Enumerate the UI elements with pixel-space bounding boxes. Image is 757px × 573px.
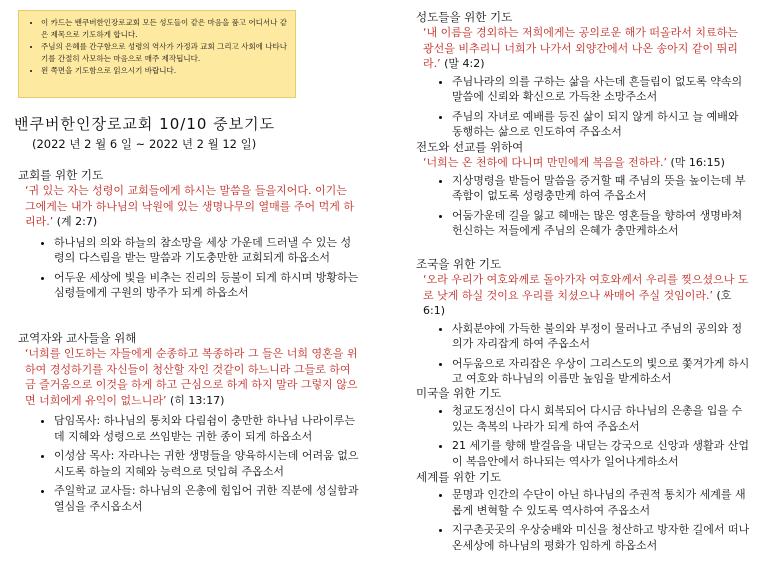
- list-item: • 사회분야에 가득한 불의와 부정이 물러나고 주님의 공의와 정의가 자리잡게 하여 주옵소서: [452, 321, 750, 352]
- list-item: • 주일학교 교사들: 하나님의 은총에 힘입어 귀한 직분에 성실함과 열심을 주시옵소서: [54, 483, 360, 514]
- prayer-list: [416, 321, 750, 387]
- scripture-verse: ‘오라 우리가 여호와께로 돌아가자 여호와께서 우리를 찢으셨으나 도로 낫게 하실 것이요 우리를 치셨으나 싸매어 주실 것임이라.’ (호 6:1): [423, 273, 749, 317]
- prayer-list: [416, 403, 750, 469]
- section-world: [416, 470, 750, 557]
- list-item: • 주님의 자녀로 예배를 등진 삶이 되지 않게 하시고 늘 예배와 동행하는 삶으로 인도하여 주옵소서: [452, 109, 750, 140]
- prayer-list: [18, 413, 360, 514]
- section-saints: [416, 10, 750, 144]
- prayer-list: [416, 74, 750, 140]
- list-item: • 하나님의 의와 하늘의 참소망을 세상 가운데 드러낼 수 있는 성령의 다스림을 받는 말씀과 기도충만한 교회되게 하옵소서: [54, 235, 360, 266]
- section-mission: [416, 140, 750, 243]
- notice-item: • 왼 쪽면을 기도함으로 읽으시기 바랍니다.: [41, 65, 289, 77]
- scripture-verse: ‘귀 있는 자는 성령이 교회들에게 하시는 말씀을 들을지어다. 이기는 그에게는 내가 하나님의 낙원에 있는 생명나무의 열매를 주어 먹게 하리라.’ (계 2:7): [25, 184, 354, 228]
- scripture-ref: (막 16:15): [670, 156, 725, 169]
- scripture-verse: ‘내 이름을 경외하는 저희에게는 공의로운 해가 떠올라서 치료하는 광선을 비추리니 너희가 나가서 외양간에서 나온 송아지 같이 뛰리라.’ (말 4:2): [423, 26, 738, 70]
- list-item: • 담임목사: 하나님의 통치와 다림쉼이 충만한 하나님 나라이루는데 지혜와 성령으로 쓰임받는 귀한 종이 되게 하옵소서: [54, 413, 360, 444]
- page-title: 밴쿠버한인장로교회 10/10 중보기도: [14, 115, 276, 133]
- section-heading: 교회를 위한 기도: [18, 168, 104, 182]
- list-item: • 지구촌곳곳의 우상숭배와 미신을 청산하고 방자한 길에서 떠나 온세상에 하나님의 평화가 임하게 하옵소서: [452, 522, 750, 553]
- list-item: • 지상명령을 받들어 말씀을 증거할 때 주님의 뜻을 높이는데 부족함이 없도록 성령충만케 하여 주옵소서: [452, 173, 750, 204]
- section-heading: 세계를 위한 기도: [416, 470, 502, 484]
- section-heading: 조국을 위한 기도: [416, 257, 502, 271]
- list-item: • 주님나라의 의를 구하는 삶을 사는데 흔들림이 없도록 약속의 말씀에 신뢰와 확신으로 가득찬 소망주소서: [452, 74, 750, 105]
- notice-item: • 이 카드는 밴쿠버한인장로교회 모든 성도들이 같은 마음을 품고 어디서나 같은 제목으로 기도하게 합니다.: [41, 17, 289, 40]
- scripture-ref: (히 13:17): [170, 393, 225, 407]
- notice-box: [18, 10, 296, 98]
- list-item: • 문명과 인간의 수단이 아닌 하나님의 주권적 통치가 세계를 새롭게 변혁할 수 있도록 역사하여 주옵소서: [452, 487, 750, 518]
- list-item: • 어두운 세상에 빛을 비추는 진리의 등불이 되게 하시며 방황하는 심령들에게 구원의 방주가 되게 하옵소서: [54, 270, 360, 301]
- list-item: • 청교도정신이 다시 회복되어 다시금 하나님의 은총을 입을 수 있는 축복의 나라가 되게 하여 주옵소서: [452, 403, 750, 434]
- section-homeland: [416, 257, 750, 391]
- section-heading: 성도들을 위한 기도: [416, 10, 513, 24]
- section-heading: 미국을 위한 기도: [416, 386, 502, 400]
- list-item: • 이성삼 목사: 자라나는 귀한 생명들을 양육하시는데 어려움 없으시도록 하늘의 지혜와 능력으로 덧입혀 주옵소서: [54, 448, 360, 479]
- section-heading: 전도와 선교를 위하여: [416, 140, 524, 154]
- list-item: • 어둠가운데 길을 잃고 헤매는 많은 영혼들을 향하여 생명바쳐 헌신하는 저들에게 주님의 은혜가 충만케하소서: [452, 208, 750, 239]
- section-usa: [416, 386, 750, 473]
- scripture-ref: (호 6:1): [423, 288, 732, 317]
- notice-item: • 주님의 은혜를 간구함으로 성령의 역사가 가정과 교회 그리고 사회에 나타나기를 간절히 사모하는 마음으로 매주 제작됩니다.: [41, 41, 289, 64]
- prayer-list: [18, 235, 360, 301]
- date-range: (2022 년 2 월 6 일 ~ 2022 년 2 월 12 일): [32, 137, 257, 151]
- list-item: • 어두움으로 자리잡은 우상이 그리스도의 빛으로 쫓겨가게 하시고 여호와 하나님의 이름만 높임을 받게하소서: [452, 356, 750, 387]
- prayer-list: [416, 173, 750, 239]
- scripture-verse: ‘너희를 인도하는 자들에게 순종하고 복종하라 그 들은 너희 영혼을 위하여 경성하기를 자신들이 청산할 자인 것같이 하느니라 그들로 하여금 즐거움으로 이것을 하게 하고 근심으로 하게 하지 말라 그렇지 않으면 너희에게 유익이 없느니라’ (히 13:17): [25, 347, 358, 407]
- section-teachers: [18, 331, 360, 518]
- list-item: • 21 세기를 향해 발걸음을 내딛는 강국으로 신앙과 생활과 산업이 복음안에서 하나되는 역사가 일어나게하소서: [452, 438, 750, 469]
- scripture-ref: (계 2:7): [56, 215, 98, 228]
- section-church: [18, 168, 360, 305]
- scripture-ref: (말 4:2): [444, 57, 485, 70]
- prayer-list: [416, 487, 750, 553]
- notice-list: [27, 17, 289, 77]
- scripture-verse: ‘너희는 온 천하에 다니며 만민에게 복음을 전하라.’ (막 16:15): [423, 156, 725, 169]
- section-heading: 교역자와 교사들을 위해: [18, 331, 137, 345]
